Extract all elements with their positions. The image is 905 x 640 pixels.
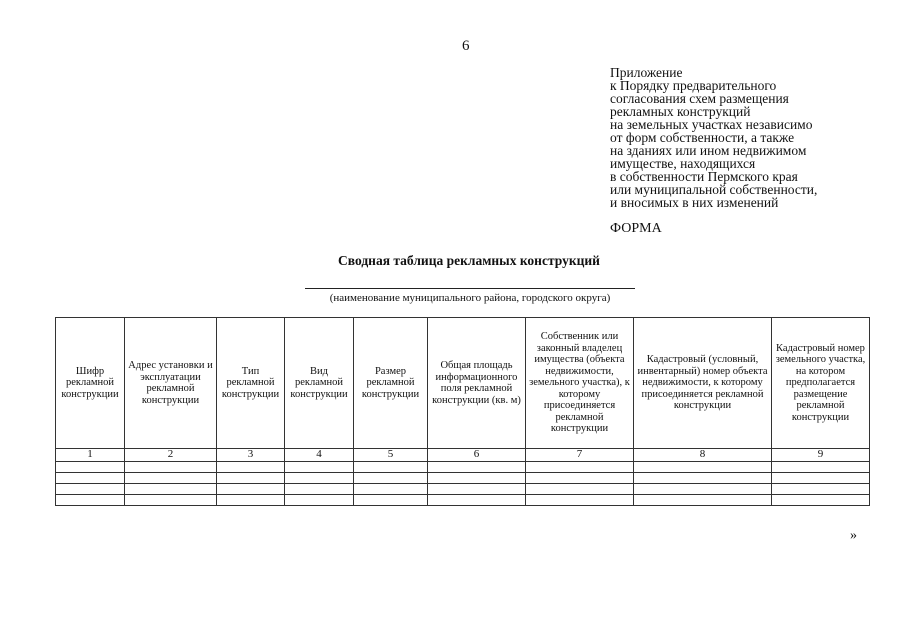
table-cell (125, 494, 217, 505)
column-number: 4 (285, 449, 354, 462)
appendix-note (610, 66, 870, 209)
appendix-line: в собственности Пермского края (610, 169, 798, 184)
table-cell (634, 494, 772, 505)
table-cell (526, 483, 634, 494)
column-number: 8 (634, 449, 772, 462)
table-cell (217, 483, 285, 494)
column-header-owner: Собственник или законный владелец имущества (объекта недвижимости, земельного участка), к которому присоединяется рекламной конструкции (526, 318, 634, 449)
table-cell (217, 472, 285, 483)
appendix-line: согласования схем размещения (610, 91, 789, 106)
column-header-address: Адрес установки и эксплуатации рекламной конструкции (125, 318, 217, 449)
column-number: 1 (56, 449, 125, 462)
column-number: 5 (354, 449, 428, 462)
column-number: 2 (125, 449, 217, 462)
table-cell (125, 472, 217, 483)
municipality-name-line (305, 288, 635, 289)
appendix-line: имуществе, находящихся (610, 156, 756, 171)
table-cell (217, 461, 285, 472)
table-cell (125, 461, 217, 472)
appendix-line: рекламных конструкций (610, 104, 751, 119)
table-cell (428, 472, 526, 483)
column-header-cadastral-object: Кадастровый (условный, инвентарный) номер объекта недвижимости, к которому присоединяется рекламной конструкции (634, 318, 772, 449)
table-cell (285, 494, 354, 505)
column-header-kind: Вид рекламной конструкции (285, 318, 354, 449)
table-cell (354, 461, 428, 472)
appendix-line: от форм собственности, а также (610, 130, 795, 145)
table-cell (428, 494, 526, 505)
table-cell (285, 472, 354, 483)
table-header-row (56, 318, 870, 449)
column-number: 7 (526, 449, 634, 462)
document-title: Сводная таблица рекламных конструкций (338, 253, 600, 268)
appendix-line: или муниципальной собственности, (610, 182, 818, 197)
column-header-area: Общая площадь информационного поля рекламной конструкции (кв. м) (428, 318, 526, 449)
table-cell (285, 461, 354, 472)
column-number-row (56, 449, 870, 462)
table-cell (428, 461, 526, 472)
column-header-code: Шифр рекламной конструкции (56, 318, 125, 449)
table-cell (354, 483, 428, 494)
table-cell (428, 483, 526, 494)
closing-quote: » (850, 528, 857, 543)
table-cell (217, 494, 285, 505)
table-row (56, 461, 870, 472)
form-label: ФОРМА (610, 221, 662, 236)
column-header-size: Размер рекламной конструкции (354, 318, 428, 449)
column-number: 6 (428, 449, 526, 462)
table-cell (285, 483, 354, 494)
table-cell (56, 472, 125, 483)
table-cell (526, 461, 634, 472)
table-cell (634, 483, 772, 494)
page-number: 6 (462, 38, 470, 54)
table-cell (526, 472, 634, 483)
municipality-name-caption: (наименование муниципального района, городского округа) (329, 292, 611, 304)
table-cell (354, 494, 428, 505)
table-cell (526, 494, 634, 505)
table-row (56, 494, 870, 505)
table-cell (56, 461, 125, 472)
table-row (56, 483, 870, 494)
column-number: 3 (217, 449, 285, 462)
appendix-line: к Порядку предварительного (610, 78, 777, 93)
table-cell (772, 483, 870, 494)
summary-table (55, 317, 870, 506)
column-header-type: Тип рекламной конструкции (217, 318, 285, 449)
table-cell (772, 494, 870, 505)
table-cell (354, 472, 428, 483)
column-number: 9 (772, 449, 870, 462)
table-cell (125, 483, 217, 494)
appendix-line: на земельных участках независимо (610, 117, 813, 132)
appendix-line: и вносимых в них изменений (610, 195, 779, 210)
table-cell (634, 461, 772, 472)
table-cell (772, 472, 870, 483)
column-header-cadastral-land: Кадастровый номер земельного участка, на котором предполагается размещение рекламной конструкции (772, 318, 870, 449)
appendix-line: на зданиях или ином недвижимом (610, 143, 807, 158)
table-row (56, 472, 870, 483)
table-cell (56, 483, 125, 494)
table-cell (634, 472, 772, 483)
appendix-line: Приложение (610, 65, 683, 80)
table-cell (772, 461, 870, 472)
table-cell (56, 494, 125, 505)
